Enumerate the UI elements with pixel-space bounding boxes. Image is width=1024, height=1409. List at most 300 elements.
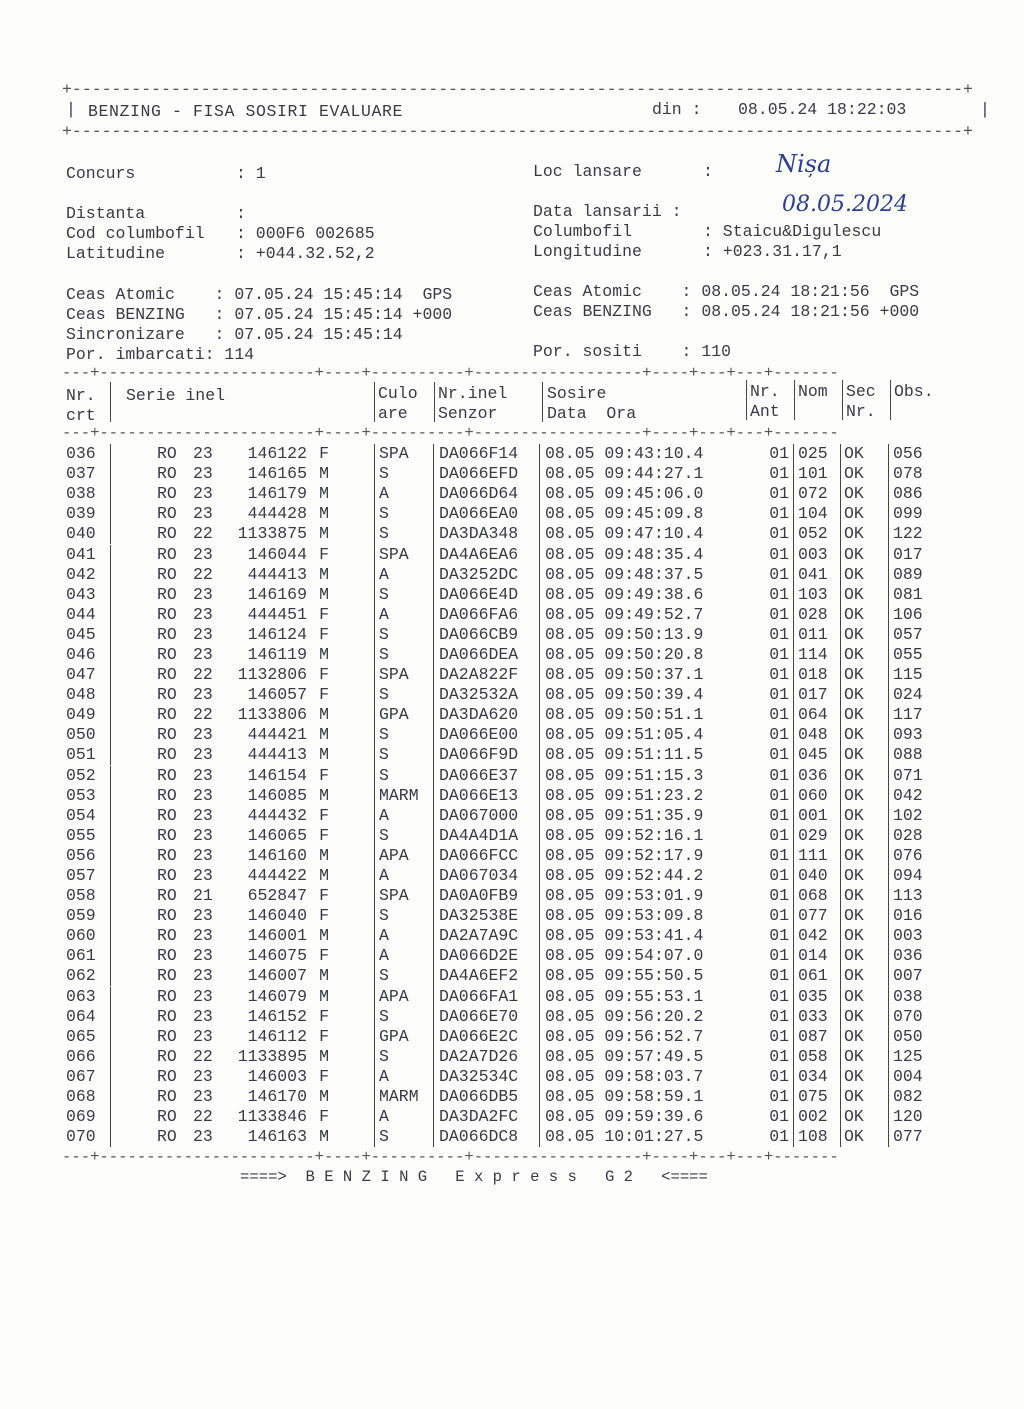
row-nom: 104 bbox=[794, 504, 841, 524]
ring-sex: M bbox=[319, 745, 329, 765]
row-ring bbox=[112, 806, 375, 826]
row-antena: 01 bbox=[769, 986, 789, 1006]
table-row bbox=[66, 1067, 953, 1087]
row-culoare: S bbox=[375, 685, 434, 705]
ring-sex: F bbox=[319, 1066, 329, 1086]
table-row bbox=[66, 705, 953, 725]
row-ring bbox=[112, 645, 375, 665]
ring-year: 23 bbox=[193, 1127, 213, 1147]
row-sec-status: OK bbox=[841, 484, 889, 504]
row-nom: 029 bbox=[794, 826, 841, 846]
row-culoare: S bbox=[375, 745, 434, 765]
row-culoare: APA bbox=[375, 987, 434, 1007]
row-antena: 01 bbox=[769, 946, 789, 966]
row-nr-crt: 051 bbox=[66, 745, 96, 765]
row-antena: 01 bbox=[769, 825, 789, 845]
row-obs: 024 bbox=[889, 685, 954, 705]
row-antena: 01 bbox=[769, 866, 789, 886]
ring-number: 444451 bbox=[247, 604, 307, 624]
row-nom: 101 bbox=[794, 464, 841, 484]
row-culoare: S bbox=[375, 725, 434, 745]
row-nom: 058 bbox=[794, 1047, 841, 1067]
ring-year: 23 bbox=[193, 906, 213, 926]
row-sec-status: OK bbox=[841, 866, 889, 886]
row-inel-senzor: DA32532A bbox=[434, 685, 540, 705]
row-obs: 077 bbox=[889, 1127, 954, 1147]
ring-bar bbox=[110, 1047, 157, 1067]
row-culoare: S bbox=[375, 625, 434, 645]
row-ring bbox=[112, 987, 375, 1007]
row-inel-senzor: DA2A822F bbox=[434, 665, 540, 685]
ring-year: 23 bbox=[193, 785, 213, 805]
ring-sex: F bbox=[319, 685, 329, 705]
ring-bar bbox=[110, 444, 157, 464]
row-nr-crt: 056 bbox=[66, 845, 96, 865]
row-antena: 01 bbox=[769, 1087, 789, 1107]
row-nr-crt: 066 bbox=[66, 1046, 96, 1066]
header-sep-4 bbox=[542, 382, 543, 422]
row-nom: 064 bbox=[794, 705, 841, 725]
row-sosire: 08.05 09:53:09.8 bbox=[540, 906, 742, 926]
row-sosire: 08.05 09:47:10.4 bbox=[540, 524, 742, 544]
row-sec-status: OK bbox=[841, 625, 889, 645]
row-ring bbox=[112, 1007, 375, 1027]
ring-sex: F bbox=[319, 444, 329, 464]
row-inel-senzor: DA066E2C bbox=[434, 1027, 540, 1047]
ring-year: 23 bbox=[193, 946, 213, 966]
row-antena: 01 bbox=[769, 644, 789, 664]
row-nr-crt: 047 bbox=[66, 665, 96, 685]
row-sec-status: OK bbox=[841, 645, 889, 665]
row-sec-status: OK bbox=[841, 1087, 889, 1107]
row-antena: 01 bbox=[769, 624, 789, 644]
ring-sex: M bbox=[319, 464, 329, 484]
row-antena: 01 bbox=[769, 1006, 789, 1026]
row-nom: 108 bbox=[794, 1127, 841, 1147]
row-culoare: S bbox=[375, 524, 434, 544]
row-nr-crt: 052 bbox=[66, 765, 96, 785]
row-inel-senzor: DA067034 bbox=[434, 866, 540, 886]
ring-bar bbox=[110, 786, 157, 806]
ring-bar bbox=[110, 926, 157, 946]
row-obs: 016 bbox=[889, 906, 954, 926]
row-ring bbox=[112, 1107, 375, 1127]
ring-number: 146124 bbox=[247, 624, 307, 644]
row-inel-senzor: DA066FA1 bbox=[434, 987, 540, 1007]
report-date-label: din : bbox=[652, 100, 702, 119]
row-obs: 102 bbox=[889, 806, 954, 826]
ring-country: RO bbox=[157, 1087, 177, 1107]
col-ant-header-1: Nr. bbox=[750, 382, 780, 401]
ring-year: 22 bbox=[193, 524, 213, 544]
ring-bar bbox=[110, 645, 157, 665]
row-nr-crt: 058 bbox=[66, 886, 96, 906]
ring-number: 1133895 bbox=[237, 1046, 307, 1066]
row-inel-senzor: DA3DA348 bbox=[434, 524, 540, 544]
row-ring bbox=[112, 846, 375, 866]
ring-number: 1133875 bbox=[237, 524, 307, 544]
row-sosire: 08.05 09:58:03.7 bbox=[540, 1067, 742, 1087]
ring-sex: F bbox=[319, 906, 329, 926]
ring-country: RO bbox=[157, 665, 177, 685]
row-antena: 01 bbox=[769, 604, 789, 624]
row-obs: 028 bbox=[889, 826, 954, 846]
ring-sex: F bbox=[319, 946, 329, 966]
col-sec-header-2: Nr. bbox=[846, 402, 876, 421]
ring-country: RO bbox=[157, 584, 177, 604]
row-inel-senzor: DA0A0FB9 bbox=[434, 886, 540, 906]
row-sosire: 08.05 09:53:41.4 bbox=[540, 926, 742, 946]
row-sosire: 08.05 09:53:01.9 bbox=[540, 886, 742, 906]
table-row bbox=[66, 504, 953, 524]
row-nr-crt: 069 bbox=[66, 1107, 96, 1127]
ring-bar bbox=[110, 685, 157, 705]
row-obs: 115 bbox=[889, 665, 954, 685]
row-ring bbox=[112, 786, 375, 806]
row-culoare: SPA bbox=[375, 544, 434, 564]
row-ring bbox=[112, 484, 375, 504]
row-sec-status: OK bbox=[841, 826, 889, 846]
row-sosire: 08.05 09:43:10.4 bbox=[540, 444, 742, 464]
row-culoare: S bbox=[375, 966, 434, 986]
ring-sex: M bbox=[319, 845, 329, 865]
row-nom: 025 bbox=[794, 444, 841, 464]
row-sec-status: OK bbox=[841, 524, 889, 544]
ring-sex: F bbox=[319, 886, 329, 906]
row-sec-status: OK bbox=[841, 966, 889, 986]
row-nom: 001 bbox=[794, 806, 841, 826]
header-sep-3 bbox=[434, 382, 435, 422]
ring-number: 146154 bbox=[247, 765, 307, 785]
header-sep-5 bbox=[746, 380, 747, 420]
row-nr-crt: 046 bbox=[66, 644, 96, 664]
row-nr-crt: 041 bbox=[66, 544, 96, 564]
ring-year: 22 bbox=[193, 665, 213, 685]
table-row bbox=[66, 544, 953, 564]
row-obs: 125 bbox=[889, 1047, 954, 1067]
row-nr-crt: 038 bbox=[66, 484, 96, 504]
row-ring bbox=[112, 1047, 375, 1067]
row-inel-senzor: DA066DC8 bbox=[434, 1127, 540, 1147]
ceas-benzing-end: Ceas BENZING : 08.05.24 18:21:56 +000 bbox=[533, 302, 920, 321]
row-sosire: 08.05 09:50:51.1 bbox=[540, 705, 742, 725]
row-inel-senzor: DA2A7D26 bbox=[434, 1047, 540, 1067]
table-row bbox=[66, 725, 953, 745]
row-inel-senzor: DA066E70 bbox=[434, 1007, 540, 1027]
cod-columbofil-value: : 000F6 002685 bbox=[236, 224, 375, 243]
row-inel-senzor: DA066EA0 bbox=[434, 504, 540, 524]
col-culoare-header-2: are bbox=[378, 404, 408, 423]
concurs-value: : 1 bbox=[236, 164, 266, 183]
ring-country: RO bbox=[157, 1066, 177, 1086]
col-inel-header-1: Nr.inel bbox=[438, 384, 508, 403]
row-sosire: 08.05 09:56:52.7 bbox=[540, 1027, 742, 1047]
row-ring bbox=[112, 966, 375, 986]
row-obs: 055 bbox=[889, 645, 954, 665]
row-ring bbox=[112, 685, 375, 705]
ring-bar bbox=[110, 1107, 157, 1127]
ring-bar bbox=[110, 1067, 157, 1087]
row-ring bbox=[112, 906, 375, 926]
latitudine-label: Latitudine bbox=[66, 244, 166, 263]
row-sec-status: OK bbox=[841, 1047, 889, 1067]
row-nom: 103 bbox=[794, 585, 841, 605]
row-nr-crt: 050 bbox=[66, 725, 96, 745]
row-culoare: A bbox=[375, 926, 434, 946]
table-row bbox=[66, 1047, 953, 1067]
ring-sex: F bbox=[319, 825, 329, 845]
row-inel-senzor: DA066DB5 bbox=[434, 1087, 540, 1107]
row-obs: 078 bbox=[889, 464, 954, 484]
row-sosire: 08.05 09:52:44.2 bbox=[540, 866, 742, 886]
row-obs: 057 bbox=[889, 625, 954, 645]
row-sosire: 08.05 09:51:15.3 bbox=[540, 766, 742, 786]
ring-sex: M bbox=[319, 926, 329, 946]
porumbei-imbarcati: Por. imbarcati: 114 bbox=[66, 345, 255, 364]
ring-year: 22 bbox=[193, 705, 213, 725]
row-inel-senzor: DA066FA6 bbox=[434, 605, 540, 625]
row-sosire: 08.05 10:01:27.5 bbox=[540, 1127, 742, 1147]
table-row bbox=[66, 1127, 953, 1147]
ring-number: 146163 bbox=[247, 1127, 307, 1147]
row-nom: 075 bbox=[794, 1087, 841, 1107]
row-nr-crt: 037 bbox=[66, 464, 96, 484]
ring-number: 146007 bbox=[247, 966, 307, 986]
row-ring bbox=[112, 464, 375, 484]
ring-year: 23 bbox=[193, 986, 213, 1006]
ring-number: 444432 bbox=[247, 805, 307, 825]
row-obs: 042 bbox=[889, 786, 954, 806]
row-sosire: 08.05 09:49:52.7 bbox=[540, 605, 742, 625]
row-obs: 089 bbox=[889, 565, 954, 585]
row-inel-senzor: DA066E37 bbox=[434, 766, 540, 786]
ring-year: 23 bbox=[193, 1026, 213, 1046]
header-sep-1 bbox=[110, 382, 111, 422]
row-nr-crt: 048 bbox=[66, 685, 96, 705]
ring-bar bbox=[110, 846, 157, 866]
table-row bbox=[66, 1107, 953, 1127]
row-antena: 01 bbox=[769, 544, 789, 564]
row-obs: 076 bbox=[889, 846, 954, 866]
ring-number: 146001 bbox=[247, 926, 307, 946]
row-inel-senzor: DA066E13 bbox=[434, 786, 540, 806]
loc-lansare-handwritten: Nișa bbox=[776, 150, 832, 178]
row-sec-status: OK bbox=[841, 745, 889, 765]
row-ring bbox=[112, 1127, 375, 1147]
row-culoare: S bbox=[375, 464, 434, 484]
row-nr-crt: 055 bbox=[66, 825, 96, 845]
col-inel-header-2: Senzor bbox=[438, 404, 498, 423]
ring-year: 23 bbox=[193, 484, 213, 504]
row-antena: 01 bbox=[769, 966, 789, 986]
col-nom-header: Nom bbox=[798, 382, 828, 401]
ring-year: 23 bbox=[193, 584, 213, 604]
ring-country: RO bbox=[157, 785, 177, 805]
ring-number: 146044 bbox=[247, 544, 307, 564]
ring-year: 23 bbox=[193, 1006, 213, 1026]
row-nr-crt: 054 bbox=[66, 805, 96, 825]
ring-number: 146179 bbox=[247, 484, 307, 504]
ring-country: RO bbox=[157, 986, 177, 1006]
ring-year: 22 bbox=[193, 564, 213, 584]
ring-number: 444413 bbox=[247, 745, 307, 765]
row-nom: 034 bbox=[794, 1067, 841, 1087]
row-antena: 01 bbox=[769, 584, 789, 604]
row-nom: 036 bbox=[794, 766, 841, 786]
ring-year: 23 bbox=[193, 745, 213, 765]
ring-sex: F bbox=[319, 624, 329, 644]
ring-number: 1133846 bbox=[237, 1107, 307, 1127]
ring-country: RO bbox=[157, 484, 177, 504]
row-nr-crt: 068 bbox=[66, 1087, 96, 1107]
row-culoare: SPA bbox=[375, 886, 434, 906]
row-antena: 01 bbox=[769, 926, 789, 946]
longitudine-label: Longitudine bbox=[533, 242, 642, 261]
row-nom: 014 bbox=[794, 946, 841, 966]
table-row bbox=[66, 1027, 953, 1047]
row-antena: 01 bbox=[769, 705, 789, 725]
row-culoare: S bbox=[375, 826, 434, 846]
row-inel-senzor: DA066D2E bbox=[434, 946, 540, 966]
ring-country: RO bbox=[157, 966, 177, 986]
row-ring bbox=[112, 1087, 375, 1107]
ring-country: RO bbox=[157, 1006, 177, 1026]
ring-country: RO bbox=[157, 564, 177, 584]
row-sosire: 08.05 09:52:16.1 bbox=[540, 826, 742, 846]
row-nr-crt: 043 bbox=[66, 584, 96, 604]
ring-number: 146057 bbox=[247, 685, 307, 705]
row-culoare: GPA bbox=[375, 1027, 434, 1047]
row-sosire: 08.05 09:50:39.4 bbox=[540, 685, 742, 705]
ring-number: 146170 bbox=[247, 1087, 307, 1107]
col-ant-header-2: Ant bbox=[750, 402, 780, 421]
row-obs: 036 bbox=[889, 946, 954, 966]
table-row bbox=[66, 1007, 953, 1027]
table-row bbox=[66, 685, 953, 705]
row-antena: 01 bbox=[769, 745, 789, 765]
row-culoare: S bbox=[375, 585, 434, 605]
porumbei-sositi: Por. sositi : 110 bbox=[533, 342, 732, 361]
data-lansarii-handwritten: 08.05.2024 bbox=[782, 192, 908, 217]
row-antena: 01 bbox=[769, 845, 789, 865]
row-obs: 071 bbox=[889, 766, 954, 786]
row-culoare: S bbox=[375, 1127, 434, 1147]
ring-year: 23 bbox=[193, 644, 213, 664]
ring-country: RO bbox=[157, 444, 177, 464]
row-culoare: A bbox=[375, 866, 434, 886]
ring-year: 23 bbox=[193, 845, 213, 865]
row-culoare: A bbox=[375, 946, 434, 966]
ring-year: 23 bbox=[193, 866, 213, 886]
ceas-benzing-start: Ceas BENZING : 07.05.24 15:45:14 +000 bbox=[66, 305, 453, 324]
row-sosire: 08.05 09:48:37.5 bbox=[540, 565, 742, 585]
ring-bar bbox=[110, 464, 157, 484]
ring-bar bbox=[110, 1007, 157, 1027]
columbofil-value: : Staicu&Digulescu bbox=[703, 222, 882, 241]
row-obs: 017 bbox=[889, 544, 954, 564]
data-lansarii-label: Data lansarii : bbox=[533, 202, 682, 221]
ceas-atomic-end: Ceas Atomic : 08.05.24 18:21:56 GPS bbox=[533, 282, 920, 301]
row-ring bbox=[112, 565, 375, 585]
ring-bar bbox=[110, 987, 157, 1007]
row-sec-status: OK bbox=[841, 846, 889, 866]
row-obs: 004 bbox=[889, 1067, 954, 1087]
row-nom: 041 bbox=[794, 565, 841, 585]
row-culoare: APA bbox=[375, 846, 434, 866]
row-nom: 048 bbox=[794, 725, 841, 745]
row-culoare: S bbox=[375, 906, 434, 926]
row-antena: 01 bbox=[769, 1066, 789, 1086]
table-row bbox=[66, 585, 953, 605]
row-ring bbox=[112, 504, 375, 524]
arrivals-table bbox=[66, 444, 953, 1147]
ring-sex: M bbox=[319, 504, 329, 524]
ring-year: 23 bbox=[193, 444, 213, 464]
row-sec-status: OK bbox=[841, 806, 889, 826]
row-nom: 061 bbox=[794, 966, 841, 986]
ring-country: RO bbox=[157, 644, 177, 664]
table-row bbox=[66, 444, 953, 464]
row-obs: 120 bbox=[889, 1107, 954, 1127]
row-antena: 01 bbox=[769, 886, 789, 906]
row-sosire: 08.05 09:45:06.0 bbox=[540, 484, 742, 504]
ring-number: 444421 bbox=[247, 725, 307, 745]
row-nr-crt: 061 bbox=[66, 946, 96, 966]
table-row bbox=[66, 826, 953, 846]
row-nom: 040 bbox=[794, 866, 841, 886]
row-nom: 011 bbox=[794, 625, 841, 645]
ring-country: RO bbox=[157, 725, 177, 745]
row-inel-senzor: DA066DEA bbox=[434, 645, 540, 665]
row-obs: 106 bbox=[889, 605, 954, 625]
ring-sex: M bbox=[319, 1087, 329, 1107]
row-ring bbox=[112, 946, 375, 966]
ring-number: 1133806 bbox=[237, 705, 307, 725]
table-row bbox=[66, 484, 953, 504]
row-culoare: A bbox=[375, 1067, 434, 1087]
ring-bar bbox=[110, 966, 157, 986]
row-nr-crt: 049 bbox=[66, 705, 96, 725]
ring-country: RO bbox=[157, 685, 177, 705]
col-nr-header-2: crt bbox=[66, 406, 96, 425]
header-right-bar: | bbox=[980, 100, 990, 119]
row-antena: 01 bbox=[769, 564, 789, 584]
row-nr-crt: 040 bbox=[66, 524, 96, 544]
row-culoare: MARM bbox=[375, 1087, 434, 1107]
row-obs: 086 bbox=[889, 484, 954, 504]
row-sec-status: OK bbox=[841, 886, 889, 906]
ring-sex: F bbox=[319, 1006, 329, 1026]
ring-sex: F bbox=[319, 544, 329, 564]
row-sec-status: OK bbox=[841, 1007, 889, 1027]
ring-bar bbox=[110, 906, 157, 926]
ring-sex: M bbox=[319, 986, 329, 1006]
row-obs: 081 bbox=[889, 585, 954, 605]
row-sosire: 08.05 09:51:23.2 bbox=[540, 786, 742, 806]
loc-lansare-colon: : bbox=[703, 162, 713, 181]
row-antena: 01 bbox=[769, 906, 789, 926]
ring-country: RO bbox=[157, 886, 177, 906]
row-nr-crt: 067 bbox=[66, 1066, 96, 1086]
row-sosire: 08.05 09:57:49.5 bbox=[540, 1047, 742, 1067]
row-obs: 082 bbox=[889, 1087, 954, 1107]
row-antena: 01 bbox=[769, 685, 789, 705]
row-culoare: A bbox=[375, 806, 434, 826]
row-nr-crt: 070 bbox=[66, 1127, 96, 1147]
ring-bar bbox=[110, 1127, 157, 1147]
row-culoare: A bbox=[375, 484, 434, 504]
ring-country: RO bbox=[157, 544, 177, 564]
